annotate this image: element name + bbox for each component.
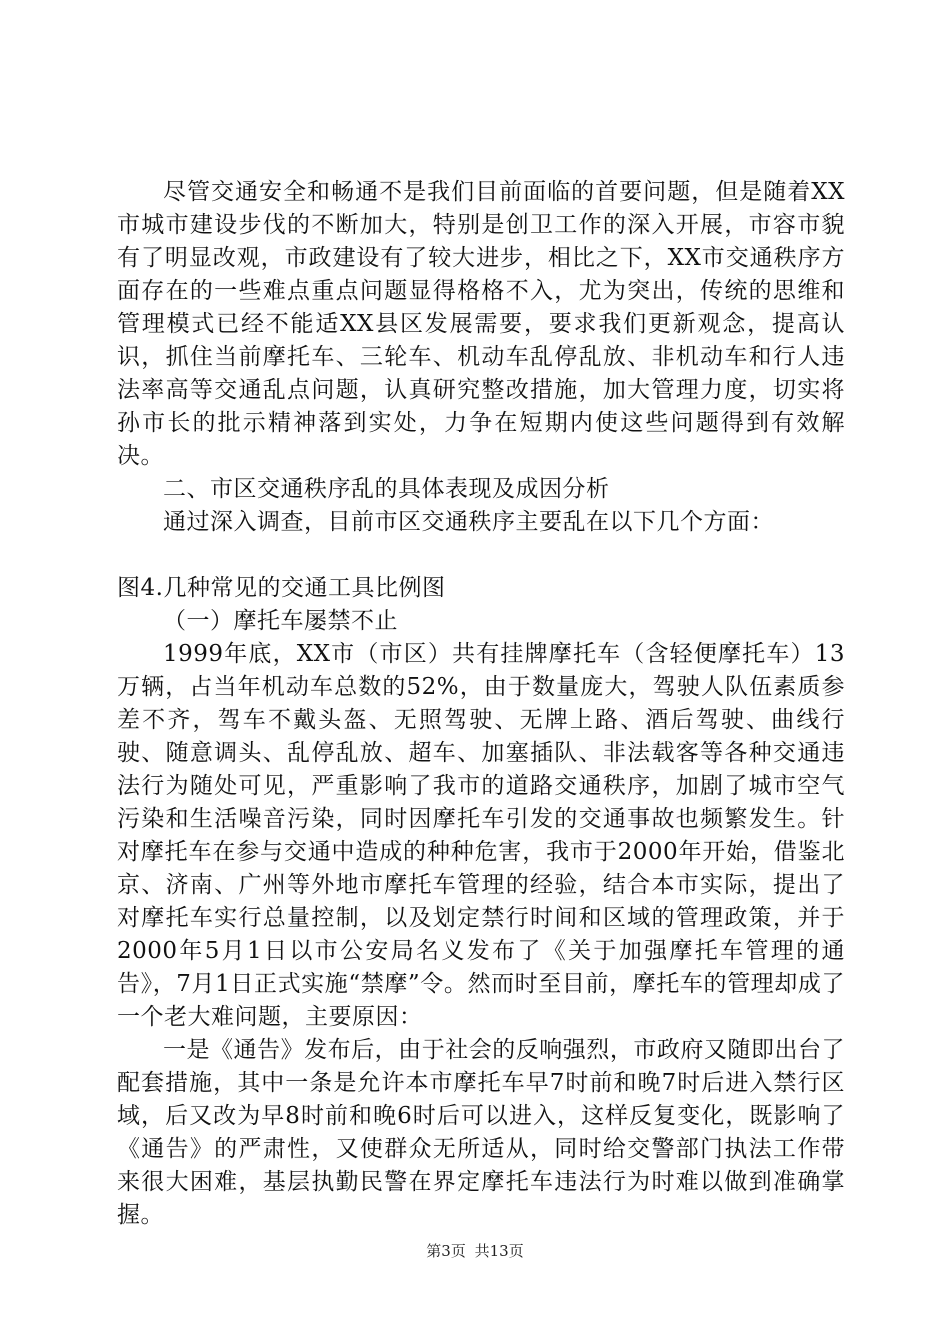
paragraph-traffic-intro: 尽管交通安全和畅通不是我们目前面临的首要问题，但是随着XX市城市建设步伐的不断加大，特别是创卫工作的深入开展，市容市貌有了明显改观，市政建设有了较大进步，相比之下，XX市交通秩序方面存在的一些难点重点问题显得格格不入，尤为突出，传统的思维和管理模式已经不能适XX县区发展需要，要求我们更新观念，提高认识，抓住当前摩托车、三轮车、机动车乱停乱放、非机动车和行人违法率高等交通乱点问题，认真研究整改措施，加大管理力度，切实将孙市长的批示精神落到实处，力争在短期内使这些问题得到有效解决。: [117, 179, 845, 469]
page-number: 第3页: [426, 1242, 466, 1260]
page-footer: [0, 1240, 950, 1261]
page-total: 共13页: [474, 1242, 524, 1260]
figure-caption: 图4.几种常见的交通工具比例图: [117, 575, 446, 601]
paragraph-motorcycle: 1999年底，XX市（市区）共有挂牌摩托车（含轻便摩托车）13万辆，占当年机动车总数的52%，由于数量庞大，驾驶人队伍素质参差不齐，驾车不戴头盔、无照驾驶、无牌上路、酒后驾驶、曲线行驶、随意调头、乱停乱放、超车、加塞插队、非法载客等各种交通违法行为随处可见，严重影响了我市的道路交通秩序，加剧了城市空气污染和生活噪音污染，同时因摩托车引发的交通事故也频繁发生。针对摩托车在参与交通中造成的种种危害，我市于2000年开始，借鉴北京、济南、广州等外地市摩托车管理的经验，结合本市实际，提出了对摩托车实行总量控制，以及划定禁行时间和区域的管理政策，并于2000年5月1日以市公安局名义发布了《关于加强摩托车管理的通告》，7月1日正式实施“禁摩”令。然而时至目前，摩托车的管理却成了一个老大难问题，主要原因：: [117, 641, 845, 1030]
document-body: [117, 176, 845, 1232]
subsection-heading-1: （一）摩托车屡禁不止: [163, 608, 398, 634]
section-heading-2: 二、市区交通秩序乱的具体表现及成因分析: [163, 476, 610, 502]
paragraph-reason-one: 一是《通告》发布后，由于社会的反响强烈，市政府又随即出台了配套措施，其中一条是允许本市摩托车早7时前和晚7时后进入禁行区域，后又改为早8时前和晚6时后可以进入，这样反复变化，既影响了《通告》的严肃性，又使群众无所适从，同时给交警部门执法工作带来很大困难，基层执勤民警在界定摩托车违法行为时难以做到准确掌握。: [117, 1037, 845, 1228]
paragraph-survey-intro: 通过深入调查，目前市区交通秩序主要乱在以下几个方面：: [163, 509, 774, 535]
